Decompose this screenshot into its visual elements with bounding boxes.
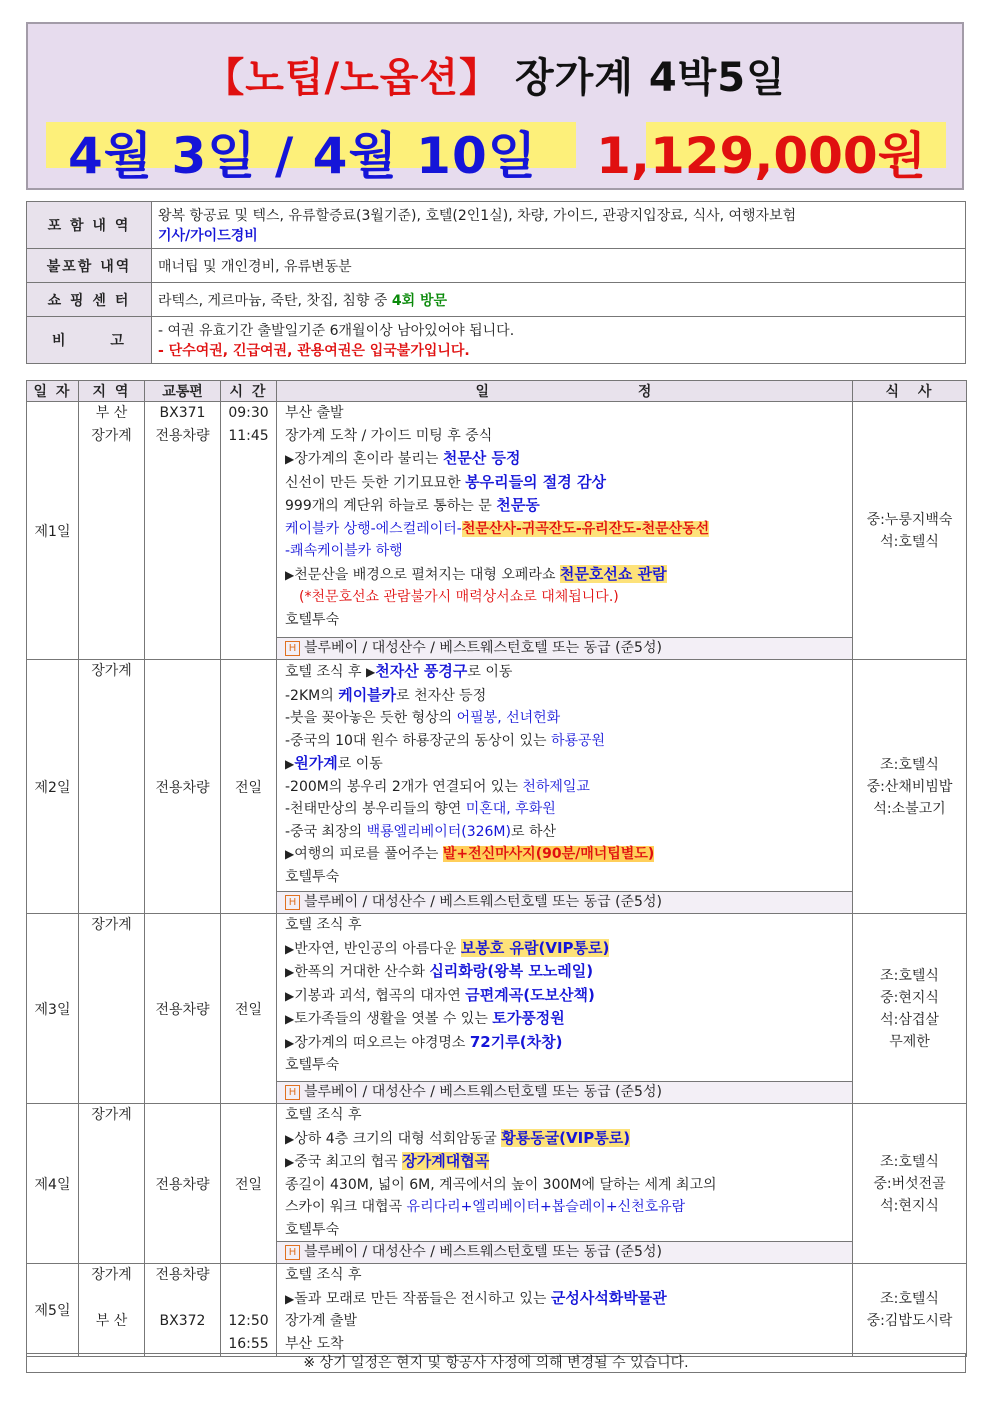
time-cell — [221, 402, 277, 660]
include-extra: 기사/가이드경비 — [158, 228, 258, 244]
itin-line: 장가계 출발 — [285, 1313, 358, 1329]
time-arrive: 16:55 — [228, 1336, 269, 1352]
itin-line: 호텔투숙 — [285, 868, 340, 885]
meal-lunch: 중:김밥도시락 — [866, 1313, 953, 1329]
exclude-text: 매너팁 및 개인경비, 유류변동분 — [152, 249, 966, 283]
title-banner — [26, 22, 964, 190]
include-row — [27, 202, 966, 249]
region-cell — [79, 402, 145, 660]
flight-number: BX371 — [159, 405, 206, 421]
meal-cell — [853, 914, 967, 1104]
itin-line: 호텔투숙 — [285, 611, 340, 628]
note-cell — [152, 317, 966, 364]
meal-lunch: 중:산채비빔밥 — [866, 778, 953, 795]
region-depart: 장가계 — [91, 1267, 132, 1283]
itin-line: ▶반자연, 반인공의 아름다운 보봉호 유람(VIP통로) — [285, 938, 610, 957]
meal-cell — [853, 1264, 967, 1357]
itin-line: ▶토가족들의 생활을 엿볼 수 있는 토가풍정원 — [285, 1009, 565, 1027]
meal-breakfast: 조:호텔식 — [880, 1153, 939, 1170]
flight-number: BX372 — [159, 1313, 206, 1329]
hotel-line: H 블루베이 / 대성산수 / 베스트웨스턴호텔 또는 동급 (준5성) — [277, 637, 852, 659]
region-depart: 부 산 — [95, 405, 128, 421]
itin-line: ▶장가계의 떠오르는 야경명소 72기루(차창) — [285, 1032, 563, 1051]
info-table — [26, 201, 966, 364]
include-cell — [152, 202, 966, 249]
hotel-icon: H — [285, 641, 300, 656]
day-label: 제5일 — [27, 1264, 79, 1357]
triangle-icon: ▶ — [285, 567, 295, 582]
itin-note: (*천문호선쇼 관람불가시 매력상서쇼로 대체됩니다.) — [299, 589, 619, 605]
meal-cell — [853, 402, 967, 660]
day-label: 제1일 — [27, 402, 79, 660]
itin-line: -200M의 봉우리 2개가 연결되어 있는 천하제일교 — [285, 778, 590, 795]
schedule-table — [26, 380, 967, 1357]
departure-dates: 4월 3일 / 4월 10일 — [68, 127, 538, 185]
meal-breakfast: 조:호텔식 — [880, 967, 939, 984]
day-row-4 — [27, 1104, 967, 1264]
day-row-5 — [27, 1264, 967, 1357]
meal-dinner: 석:소불고기 — [873, 800, 946, 817]
transport-cell — [145, 1264, 221, 1357]
meal-dinner: 석:삼겹살 — [880, 1011, 939, 1028]
time-depart: 09:30 — [228, 405, 269, 421]
exclude-label: 불포함 내역 — [27, 249, 152, 283]
note-label: 비 고 — [27, 317, 152, 364]
transport-cell: 전용차량 — [145, 914, 221, 1104]
triangle-icon: ▶ — [285, 452, 295, 466]
itinerary-cell — [277, 660, 853, 914]
itin-line: 호텔 조식 후 — [285, 1267, 362, 1283]
itin-line: 호텔 조식 후 — [285, 1107, 362, 1123]
time-cell: 전일 — [221, 660, 277, 914]
hotel-line: H 블루베이 / 대성산수 / 베스트웨스턴호텔 또는 동급 (준5성) — [277, 1081, 852, 1103]
itin-line: 케이블카 상행-에스컬레이터-천문산사-귀곡잔도-유리잔도-천문산동선 — [285, 520, 710, 537]
itin-line: 부산 도착 — [285, 1335, 344, 1352]
hotel-line: H 블루베이 / 대성산수 / 베스트웨스턴호텔 또는 동급 (준5성) — [277, 891, 852, 913]
itin-line: ▶여행의 피로를 풀어주는 발+전신마사지(90분/매너팁별도) — [285, 846, 655, 862]
itin-line: ▶천문산을 배경으로 펼쳐지는 대형 오페라쇼 천문호선쇼 관람 — [285, 564, 667, 583]
include-label: 포 함 내 역 — [27, 202, 152, 249]
meal-dinner-note: 무제한 — [889, 1033, 930, 1050]
title-bracket: 【노팁/노옵션】 — [204, 55, 501, 101]
day-row-2 — [27, 660, 967, 914]
meal-cell — [853, 660, 967, 914]
time-cell: 전일 — [221, 1104, 277, 1264]
itinerary-cell — [277, 402, 853, 660]
meal-dinner: 석:호텔식 — [880, 533, 939, 550]
region-arrive: 부 산 — [95, 1313, 128, 1329]
region-cell: 장가계 — [79, 660, 145, 914]
col-region: 지 역 — [79, 381, 145, 402]
meal-dinner: 석:현지식 — [880, 1197, 939, 1214]
time-depart: 12:50 — [228, 1313, 269, 1329]
time-cell — [221, 1264, 277, 1357]
itin-line: -중국 최장의 백룡엘리베이터(326M)로 하산 — [285, 823, 557, 840]
hotel-icon: H — [285, 1085, 300, 1100]
shopping-row — [27, 283, 966, 317]
itin-line: 부산 출발 — [285, 405, 344, 421]
note-1: - 여권 유효기간 출발일기준 6개월이상 남아있어야 됩니다. — [158, 323, 515, 339]
itin-line: -쾌속케이블카 하행 — [285, 543, 403, 559]
itin-line: 장가계 도착 / 가이드 미팅 후 중식 — [285, 427, 493, 444]
itin-line: 999개의 계단위 하늘로 통하는 문 천문동 — [285, 496, 540, 514]
itinerary-cell — [277, 914, 853, 1104]
itin-line: ▶상하 4층 크기의 대형 석회암동굴 황룡동굴(VIP통로) — [285, 1128, 631, 1147]
meal-breakfast: 조:호텔식 — [880, 756, 939, 773]
itin-line: 호텔투숙 — [285, 1057, 340, 1073]
itin-line: 호텔투숙 — [285, 1221, 340, 1238]
hotel-icon: H — [285, 1245, 300, 1260]
itin-line: 호텔 조식 후 ▶천자산 풍경구로 이동 — [285, 662, 513, 680]
page-title — [28, 46, 962, 103]
footer-note: ※ 상기 일정은 현지 및 항공사 사정에 의해 변경될 수 있습니다. — [26, 1353, 966, 1373]
transport-cell — [145, 402, 221, 660]
shopping-count: 4회 방문 — [391, 292, 448, 309]
meal-lunch: 중:버섯전골 — [873, 1175, 946, 1192]
itin-line: 스카이 워크 대협곡 유리다리+엘리베이터+봅슬레이+신천호유람 — [285, 1199, 686, 1215]
itin-line: 신선이 만든 듯한 기기묘묘한 봉우리들의 절경 감상 — [285, 472, 606, 491]
vehicle: 전용차량 — [155, 1267, 210, 1283]
include-text: 왕복 항공료 및 텍스, 유류할증료(3월기준), 호텔(2인1실), 차량, 가이드, 관광지입장료, 식사, 여행자보험 — [158, 208, 797, 224]
time-cell: 전일 — [221, 914, 277, 1104]
col-time: 시 간 — [221, 381, 277, 402]
itin-line: ▶한폭의 거대한 산수화 십리화랑(왕복 모노레일) — [285, 962, 594, 980]
region-cell — [79, 1264, 145, 1357]
itin-line: ▶중국 최고의 협곡 장가계대협곡 — [285, 1152, 490, 1170]
day-label: 제2일 — [27, 660, 79, 914]
exclude-row — [27, 249, 966, 283]
itin-line: ▶장가계의 혼이라 불리는 천문산 등정 — [285, 449, 521, 467]
shopping-cell — [152, 283, 966, 317]
transport-cell: 전용차량 — [145, 660, 221, 914]
col-meal: 식 사 — [853, 381, 967, 402]
itin-line: -천태만상의 봉우리들의 향연 미혼대, 후화원 — [285, 801, 556, 817]
meal-cell — [853, 1104, 967, 1264]
transport-cell: 전용차량 — [145, 1104, 221, 1264]
shopping-label: 쇼 핑 센 터 — [27, 283, 152, 317]
tour-price: 1,129,000원 — [596, 127, 926, 185]
itin-line: ▶원가계로 이동 — [285, 754, 383, 772]
vehicle: 전용차량 — [155, 428, 210, 444]
itin-line: -중국의 10대 원수 하룡장군의 동상이 있는 하룡공원 — [285, 732, 606, 749]
col-transport: 교통편 — [145, 381, 221, 402]
shopping-text: 라텍스, 게르마늄, 죽탄, 찻집, 침향 중 — [158, 292, 388, 309]
itin-line: -붓을 꽂아놓은 듯한 형상의 어필봉, 선녀헌화 — [285, 710, 561, 726]
schedule-header — [27, 381, 967, 402]
itinerary-cell — [277, 1264, 853, 1357]
note-row — [27, 317, 966, 364]
col-itinerary: 일 정 — [277, 381, 853, 402]
hotel-line: H 블루베이 / 대성산수 / 베스트웨스턴호텔 또는 동급 (준5성) — [277, 1241, 852, 1263]
region-cell: 장가계 — [79, 914, 145, 1104]
day-label: 제3일 — [27, 914, 79, 1104]
itin-line: 호텔 조식 후 — [285, 917, 362, 933]
itin-line: 종길이 430M, 넓이 6M, 계곡에서의 높이 300M에 달하는 세계 최고의 — [285, 1176, 717, 1193]
region-cell: 장가계 — [79, 1104, 145, 1264]
title-main: 장가계 4박5일 — [514, 55, 786, 101]
meal-lunch: 중:누룽지백숙 — [866, 511, 953, 528]
hotel-icon: H — [285, 895, 300, 910]
itin-line: -2KM의 케이블카로 천자산 등정 — [285, 685, 487, 704]
date-price-bar — [46, 116, 946, 185]
itinerary-cell — [277, 1104, 853, 1264]
day-row-3 — [27, 914, 967, 1104]
meal-lunch: 중:현지식 — [880, 989, 939, 1006]
time-arrive: 11:45 — [228, 428, 269, 444]
col-day: 일 자 — [27, 381, 79, 402]
itin-line: ▶기봉과 괴석, 협곡의 대자연 금편계곡(도보산책) — [285, 985, 595, 1004]
meal-breakfast: 조:호텔식 — [880, 1291, 939, 1307]
day-row-1 — [27, 402, 967, 660]
day-label: 제4일 — [27, 1104, 79, 1264]
note-2: - 단수여권, 긴급여권, 관용여권은 입국불가입니다. — [158, 343, 470, 359]
itin-line: ▶돌과 모래로 만든 작품들은 전시하고 있는 군성사석화박물관 — [285, 1288, 667, 1307]
region-arrive: 장가계 — [91, 428, 132, 444]
